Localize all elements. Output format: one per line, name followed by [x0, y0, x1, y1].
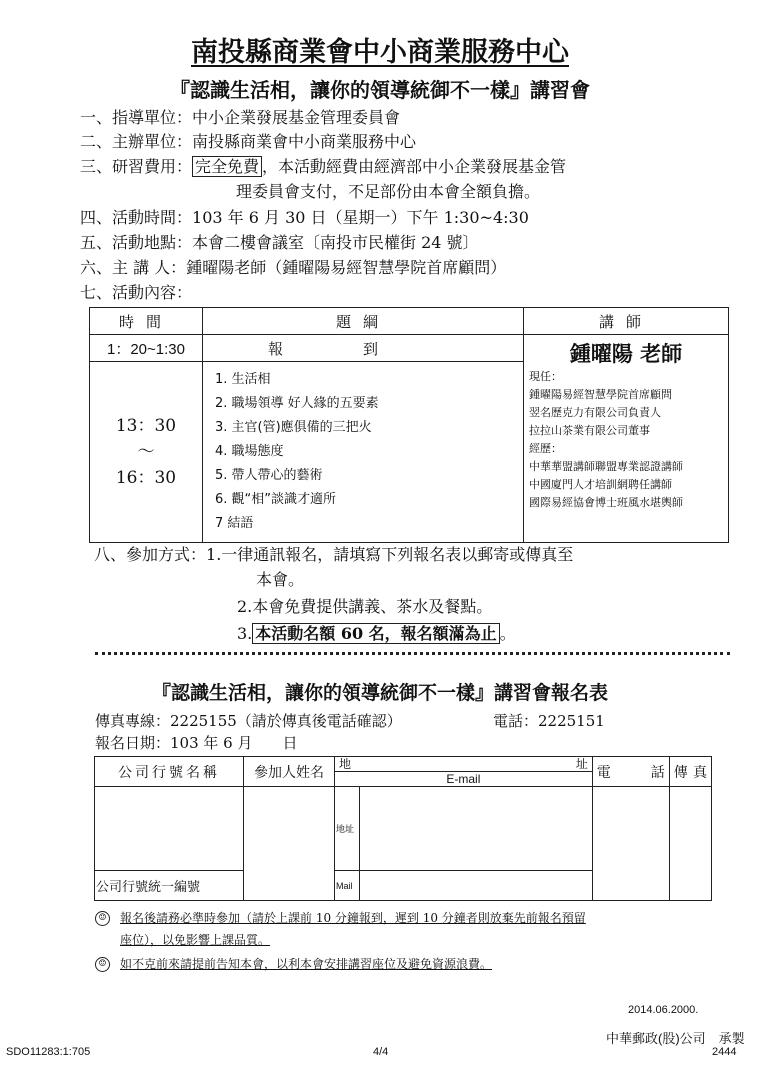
bio-line: 中華華盟講師聯盟專業認證講師: [529, 460, 683, 473]
reg-header-row: [95, 757, 712, 787]
col-address-email: [335, 757, 593, 787]
topic-item: 7 結語: [215, 516, 254, 531]
info-label: 四、活動時間：: [80, 208, 193, 227]
print-date: 2014.06.2000.: [628, 1004, 699, 1016]
info-value: 103 年 6 月 30 日（星期一）下午 1:30~4:30: [192, 208, 529, 227]
form-number: 2444: [712, 1046, 737, 1058]
join-m1-cont: 本會。: [256, 570, 305, 589]
header-lecturer: 講師: [524, 308, 729, 335]
join-m1: 1.一律通訊報名，請填寫下列報名表以郵寄或傳真至: [206, 545, 574, 564]
note-1-cont: 座位），以免影響上課品質。: [120, 933, 271, 947]
info-value: 鍾曜陽老師（鍾曜陽易經智慧學院首席顧問）: [186, 258, 507, 277]
col-phone: [592, 757, 669, 787]
company-input[interactable]: [95, 787, 244, 871]
fax-left: 傳: [673, 764, 688, 781]
info-label: 一、指導單位：: [80, 108, 193, 127]
addr-right: 址: [575, 757, 588, 771]
schedule-header-row: [90, 308, 729, 335]
info-label: 三、研習費用：: [80, 157, 193, 176]
session-tilde: 〜: [137, 442, 155, 462]
info-item-4: [80, 206, 529, 230]
cut-line: [95, 652, 730, 655]
col-fax: [669, 757, 711, 787]
page-title: 南投縣商業會中小商業服務中心: [191, 37, 569, 68]
form-title: 『認識生活相，讓你的領導統御不一樣』講習會報名表: [151, 682, 608, 704]
session-time: [90, 362, 203, 543]
note-2: [95, 953, 492, 975]
attendee-input[interactable]: [244, 787, 335, 901]
schedule-table: [89, 307, 729, 543]
note-1: [95, 907, 586, 929]
topic-item: 5. 帶人帶心的藝術: [215, 468, 323, 483]
addr-left: 地: [339, 757, 352, 771]
registration-table: [94, 756, 712, 901]
addr-tag: 地址: [335, 787, 360, 871]
phone-left: 電: [596, 764, 611, 781]
free-badge: 完全免費: [192, 156, 262, 177]
phone-line: 電話：2225151: [493, 712, 605, 730]
bio-line: 現任：: [529, 370, 562, 383]
bio-line: 國際易經協會博士班風水堪輿師: [529, 496, 683, 509]
info-item-5: [80, 231, 479, 255]
fax-line: 傳真專線：2225155（請於傳真後電話確認）: [95, 712, 402, 730]
join-label: 八、參加方式：: [94, 545, 207, 564]
topic-item: 3. 主官(管)應俱備的三把火: [215, 420, 372, 435]
taxid-label[interactable]: 公司行號統一編號: [95, 871, 244, 901]
note-1-text: 報名後請務必準時參加（請於上課前 10 分鐘報到，遲到 10 分鐘者則放棄先前報名預留: [120, 911, 586, 925]
session-start: 13：30: [115, 416, 177, 436]
col-attendee: 參加人姓名: [244, 757, 335, 787]
info-item-3: [80, 155, 566, 179]
email-label: E-mail: [335, 771, 592, 786]
topic-item: 4. 職場態度: [215, 444, 284, 459]
bio-line: 經歷：: [529, 442, 562, 455]
quota-notice: 本活動名額 60 名，報名額滿為止: [252, 623, 499, 644]
info-label: 五、活動地點：: [80, 233, 193, 252]
checkin-row: [90, 335, 729, 362]
phone-right: 話: [650, 764, 665, 781]
registration-date: 報名日期：103 年 6 月 日: [95, 734, 298, 752]
reg-input-row: [95, 787, 712, 871]
lecturer-bio: [525, 368, 727, 512]
lecturer-name: 鍾曜陽 老師: [569, 341, 683, 366]
bio-line: 翌名歷克力有限公司負責人: [529, 406, 661, 419]
join-m3-num: 3.: [237, 624, 253, 643]
session-end: 16：30: [115, 468, 177, 488]
topic-item: 6. 觀“相”談識才適所: [215, 492, 337, 507]
topic-item: 1. 生活相: [215, 372, 271, 387]
mail-tag: Mail: [335, 871, 360, 901]
fax-right: 真: [693, 764, 707, 781]
info-value: 本會二樓會議室〔南投市民權街 24 號〕: [192, 233, 479, 252]
note-2-text: 如不克前來請提前告知本會，以利本會安排講習座位及避免資源浪費。: [120, 957, 493, 971]
info-label: 二、主辦單位：: [80, 132, 193, 151]
bio-line: 中國廈門人才培訓網聘任講師: [529, 478, 672, 491]
email-input[interactable]: [360, 871, 593, 901]
topic-list: [203, 362, 524, 543]
page-number: 4/4: [373, 1046, 389, 1058]
bio-line: 鍾曜陽易經智慧學院首席顧問: [529, 388, 672, 401]
doc-code: SDO11283:1:705: [6, 1046, 91, 1058]
fax-input[interactable]: [669, 787, 711, 901]
smiley-icon: ☺: [95, 911, 110, 926]
info-item-1: [80, 106, 400, 130]
phone-input[interactable]: [592, 787, 669, 901]
event-subtitle: 『認識生活相，讓你的領導統御不一樣』講習會: [170, 78, 590, 102]
join-m3-end: 。: [499, 624, 516, 643]
info-item-6: [80, 256, 506, 280]
info-item-7: 七、活動內容：: [80, 283, 193, 302]
info-item-3-cont: 理委員會支付，不足部份由本會全額負擔。: [236, 182, 541, 201]
printer-credit: 中華郵政(股)公司 承製: [606, 1031, 745, 1046]
header-topic: 題綱: [203, 308, 524, 335]
checkin-time: 1：20~1:30: [90, 335, 203, 362]
checkin-label: 報到: [203, 335, 524, 362]
topic-item: 2. 職場領導 好人緣的五要素: [215, 396, 379, 411]
join-method: [94, 543, 573, 567]
join-m3: [237, 622, 516, 646]
smiley-icon: ☺: [95, 957, 110, 972]
header-time: 時間: [90, 308, 203, 335]
info-value: 中小企業發展基金管理委員會: [192, 108, 401, 127]
lecturer-cell: [524, 335, 729, 543]
info-value: ，本活動經費由經濟部中小企業發展基金管: [262, 157, 567, 176]
info-value: 南投縣商業會中小商業服務中心: [192, 132, 417, 151]
col-company: 公司行號名稱: [95, 757, 244, 787]
address-input[interactable]: [360, 787, 593, 871]
info-label: 六、主 講 人：: [80, 258, 187, 277]
bio-line: 拉拉山茶業有限公司董事: [529, 424, 650, 437]
info-item-2: [80, 130, 416, 154]
join-m2: 2.本會免費提供講義、茶水及餐點。: [237, 597, 493, 616]
